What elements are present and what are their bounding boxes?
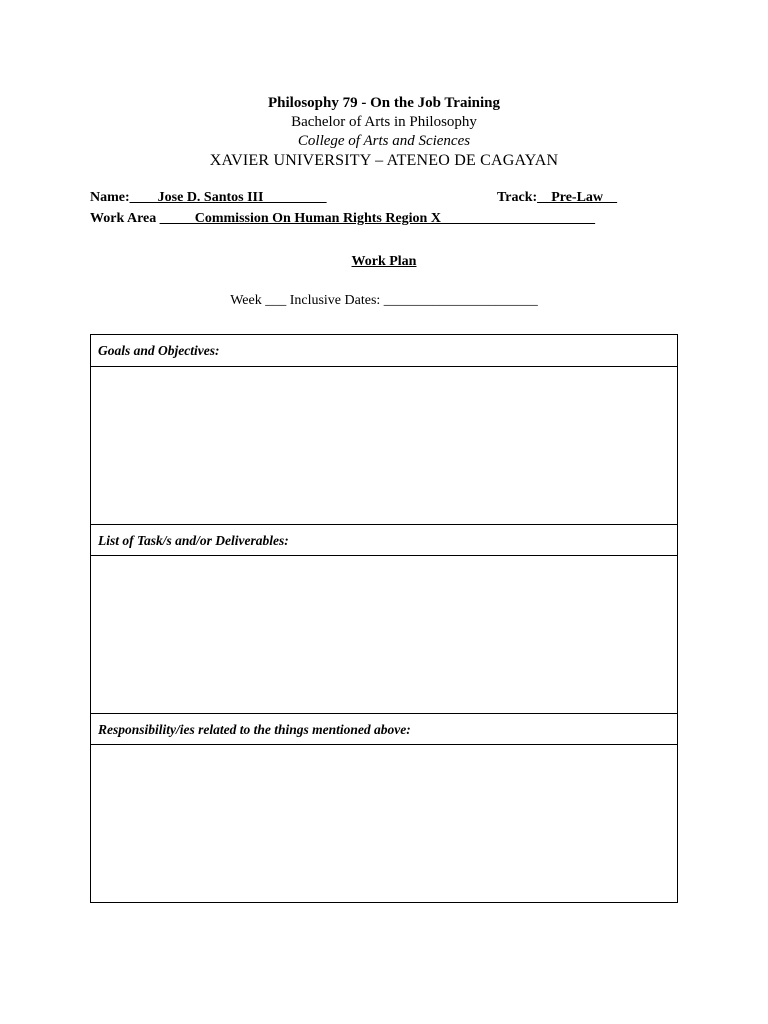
work-plan-form [90,334,678,903]
course-title: Philosophy 79 - On the Job Training [267,95,500,111]
responsibilities-heading: Responsibility/ies related to the things mentioned above: [91,713,677,745]
work-area-value: _____Commission On Human Rights Region X______________________ [159,211,595,226]
name-row [90,190,326,206]
track-label: Track: [497,190,538,205]
goals-body[interactable] [91,367,677,524]
tasks-section [91,524,677,713]
responsibilities-section [91,713,677,902]
university-name: XAVIER UNIVERSITY – ATENEO DE CAGAYAN [209,152,559,169]
document-header [0,94,768,170]
work-plan-title: Work Plan [351,254,417,269]
name-value: ____Jose D. Santos III_________ [129,190,327,205]
goals-heading: Goals and Objectives: [91,335,677,367]
degree-name: Bachelor of Arts in Philosophy [291,114,477,130]
goals-section [91,335,677,524]
week-line: Week ___ Inclusive Dates: ______________________ [230,293,538,308]
name-label: Name: [90,190,130,205]
work-plan-heading [0,254,768,270]
track-row [497,190,617,206]
track-value: __Pre-Law__ [537,190,618,205]
college-name: College of Arts and Sciences [297,133,471,149]
tasks-body[interactable] [91,556,677,713]
work-area-label: Work Area [90,211,160,226]
responsibilities-body[interactable] [91,745,677,902]
work-area-row [90,211,595,227]
tasks-heading: List of Task/s and/or Deliverables: [91,524,677,556]
